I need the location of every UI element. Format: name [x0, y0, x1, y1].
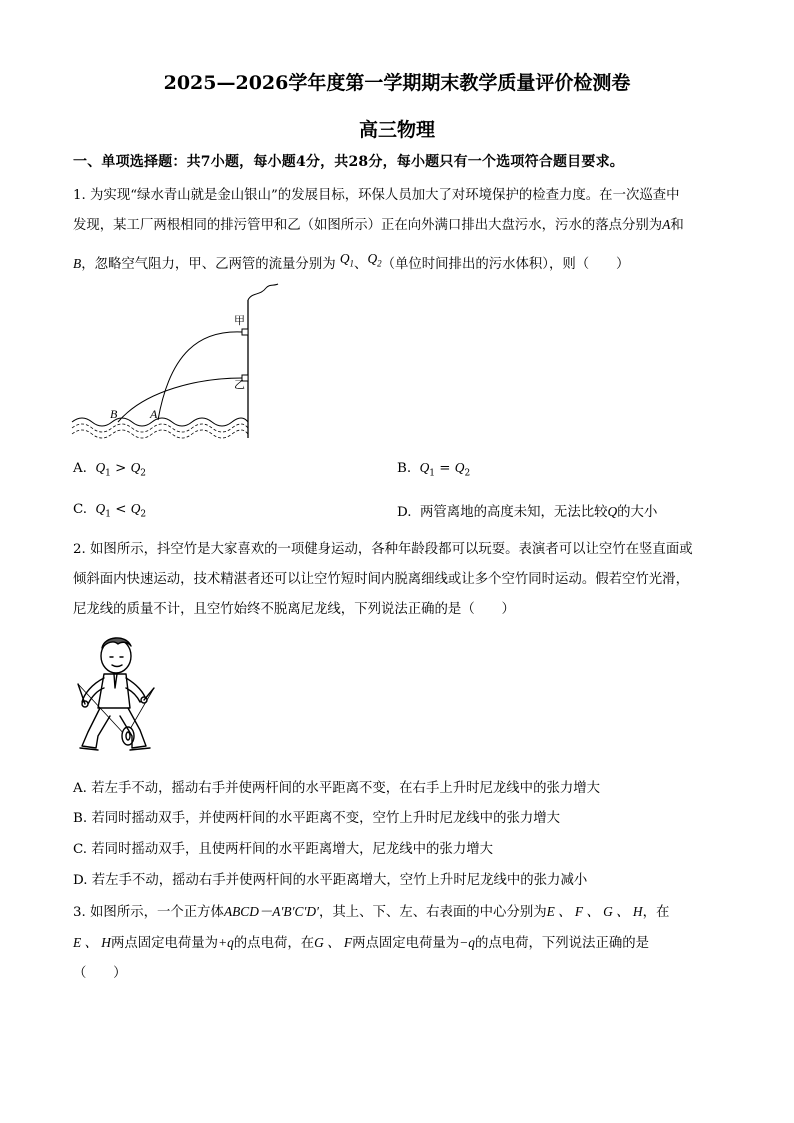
option-rel: =: [435, 461, 455, 476]
trajectory-yi: [118, 378, 242, 422]
option-tail: 的大小: [617, 505, 658, 520]
q3-charge-neg: −q: [459, 935, 475, 950]
q1-line2: [73, 214, 684, 233]
q3-line2-end: 的点电荷，下列说法正确的是: [474, 936, 650, 951]
q3-line2-text: 两点固定电荷量为: [110, 936, 219, 951]
exam-title: 2025—2026学年度第一学期期末教学质量评价检测卷: [163, 72, 631, 94]
subject-title: 高三物理: [358, 119, 435, 141]
q3-cube-label: ABCD－A′B′C′D′: [223, 904, 319, 919]
q3-points-gf: G 、 F: [314, 935, 353, 950]
option-rel: <: [110, 502, 131, 517]
wall-top: [248, 284, 278, 300]
option-letter: B.: [397, 461, 412, 476]
water-wave-1: [72, 418, 248, 426]
q1-line2-end: 和: [670, 218, 684, 233]
option-text: 两管离地的高度未知，无法比较: [420, 505, 608, 520]
option-letter: C.: [73, 502, 88, 517]
q1-option-b[interactable]: [397, 460, 470, 479]
q3-points-eh: E 、 H: [73, 935, 111, 950]
label-jia: 甲: [234, 314, 245, 327]
option-sub: 1: [429, 468, 436, 479]
option-letter: D.: [397, 505, 412, 520]
option-letter: A.: [73, 461, 87, 476]
diabolo-player-figure: [74, 632, 166, 754]
q2-option-c[interactable]: C. 若同时摇动双手，且使两杆间的水平距离增大，尼龙线中的张力增大: [73, 842, 493, 857]
option-var: Q: [607, 504, 618, 519]
label-b: B: [110, 407, 118, 421]
q3-charge-pos: +q: [218, 935, 234, 950]
option-sub: 2: [140, 509, 147, 520]
q3-line3: （ ）: [73, 966, 127, 981]
q1-sep: 、: [354, 257, 368, 272]
pipe-jia: [242, 329, 248, 335]
option-sub: 2: [140, 468, 146, 479]
q1-var-q1: $Q_1$: [339, 251, 355, 269]
q2-option-a[interactable]: A. 若左手不动，摇动右手并使两杆间的水平距离不变，在右手上升时尼龙线中的张力增大: [73, 781, 601, 796]
q3-points: E 、 F 、 G 、 H: [546, 904, 643, 919]
q3-line1-text: 3. 如图所示，一个正方体: [73, 905, 224, 920]
q1-option-d[interactable]: [397, 501, 657, 520]
q2-line3: 尼龙线的质量不计，且空竹始终不脱离尼龙线，下列说法正确的是（ ）: [73, 602, 515, 617]
q3-line2: [73, 932, 649, 951]
option-sub: 1: [105, 468, 111, 479]
label-a: A: [150, 407, 158, 421]
label-yi: 乙: [234, 378, 245, 391]
option-var: Q: [130, 460, 141, 475]
q2-option-b[interactable]: B. 若同时摇动双手，并使两杆间的水平距离不变，空竹上升时尼龙线中的张力增大: [73, 811, 561, 826]
q1-line1: 1. 为实现“绿水青山就是金山银山”的发展目标，环保人员加大了对环境保护的检查力度。在一次巡查中: [73, 188, 680, 203]
option-sub: 1: [105, 509, 111, 520]
q3-line2-mid: 的点电荷，在: [233, 936, 315, 951]
option-var: Q: [95, 460, 106, 475]
q3-line1-mid: ，其上、下、左、右表面的中心分别为: [318, 905, 547, 920]
q1-line3-text: ，忽略空气阻力，甲、乙两管的流量分别为: [81, 257, 336, 272]
q1-line3-end: （单位时间排出的污水体积），则（ ）: [381, 257, 630, 272]
q2-line1: 2. 如图所示，抖空竹是大家喜欢的一项健身运动，各种年龄段都可以玩耍。表演者可以让空竹在竖直面或: [73, 542, 693, 557]
q1-line2-text: 发现，某工厂两根相同的排污管甲和乙（如图所示）正在向外满口排出大盘污水，污水的落点分别为: [73, 218, 663, 233]
q2-line2: 倾斜面内快速运动，技术精湛者还可以让空竹短时间内脱离细线或让多个空竹同时运动。假若空竹光滑，: [73, 572, 689, 587]
option-var: Q: [419, 460, 430, 475]
option-var: Q: [95, 501, 106, 516]
trajectory-jia: [158, 332, 242, 420]
option-var: Q: [454, 460, 465, 475]
q1-pipe-figure: [70, 282, 285, 442]
q2-option-d[interactable]: D. 若左手不动，摇动右手并使两杆间的水平距离增大，空竹上升时尼龙线中的张力减小: [73, 873, 588, 888]
q1-q2-letter: Q: [367, 251, 378, 266]
q1-var-q2: $Q_2$: [367, 251, 382, 269]
q1-var-b: B: [73, 256, 82, 271]
q1-q1-letter: Q: [339, 251, 350, 266]
q3-line2-mid2: 两点固定电荷量为: [352, 936, 460, 951]
q1-option-c[interactable]: [73, 501, 146, 520]
water-wave-3: [72, 430, 248, 438]
q1-line3: [73, 253, 629, 274]
option-sub: 2: [464, 468, 471, 479]
option-var: Q: [130, 501, 141, 516]
option-rel: >: [110, 461, 131, 476]
q1-var-a: A: [662, 217, 671, 232]
q3-line1-end: ，在: [642, 905, 670, 920]
section-heading: 一、单项选择题：共7小题，每小题4分，共28分，每小题只有一个选项符合题目要求。: [73, 154, 624, 170]
q1-option-a[interactable]: [73, 460, 146, 479]
q3-line1: [73, 901, 669, 920]
